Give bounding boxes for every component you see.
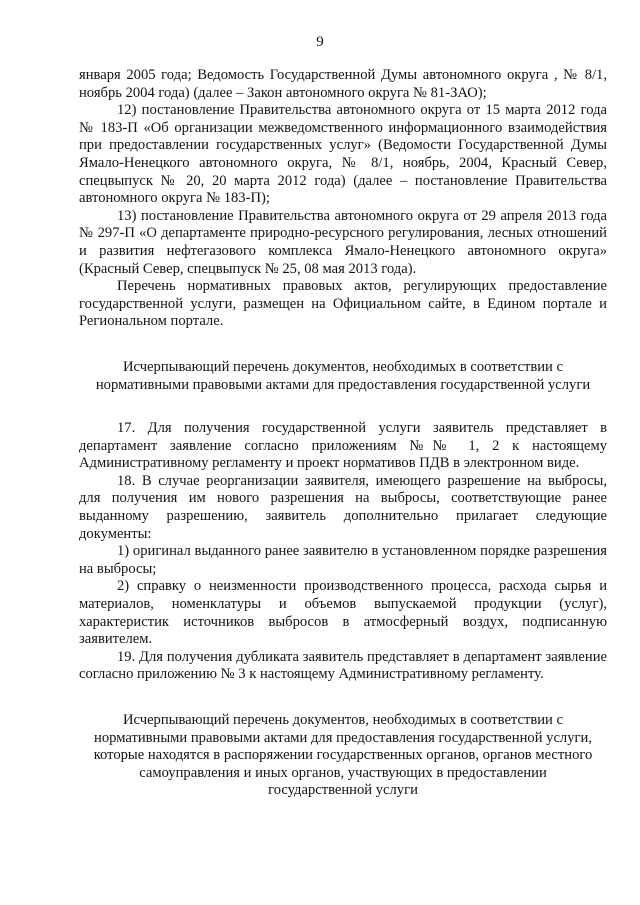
paragraph: 1) оригинал выданного ранее заявителю в установленном порядке разрешения на выбросы; xyxy=(79,543,607,577)
paragraph: 13) постановление Правительства автономного округа от 29 апреля 2013 года № 297-П «О департаменте природно-ресурсного регулирования, лесных отношений и развития нефтегазового комплекса Ямало-Ненецкого автономного округа» (Красный Север, спецвыпуск № 25, 08 мая 2013 года). xyxy=(79,207,607,277)
document-body xyxy=(79,67,607,800)
spacer xyxy=(79,331,607,359)
paragraph: 18. В случае реорганизации заявителя, имеющего разрешение на выбросы, для получения им нового разрешения на выбросы, соответствующие ранее выданному разрешению, заявитель дополнительно прилагает следующие документы: xyxy=(79,472,607,542)
paragraph: 12) постановление Правительства автономного округа от 15 марта 2012 года № 183-П «Об организации межведомственного информационного взаимодействия при предоставлении государственных услуг» (Ведомости Государственной Думы Ямало-Ненецкого автономного округа, № 8/1, ноябрь, 2004, Красный Север, спецвыпуск № 20, 20 марта 2012 года) (далее – постановление Правительства автономного округа № 183-П); xyxy=(79,102,607,207)
spacer xyxy=(79,394,607,420)
paragraphs-top xyxy=(79,67,607,331)
paragraph: 17. Для получения государственной услуги заявитель представляет в департамент заявление согласно приложениям №№ 1, 2 к настоящему Административному регламенту и проект нормативов ПДВ в электронном виде. xyxy=(79,420,607,472)
paragraph: 2) справку о неизменности производственного процесса, расхода сырья и материалов, номенклатуры и объемов выпускаемой продукции (услуг), характеристик источников выбросов в атмосферный воздух, подписанную заявителем. xyxy=(79,578,607,648)
paragraph: января 2005 года; Ведомость Государственной Думы автономного округа , № 8/1, ноябрь 2004 года) (далее – Закон автономного округа № 81-ЗАО); xyxy=(79,67,607,101)
section-heading: Исчерпывающий перечень документов, необходимых в соответствии с нормативными правовыми актами для предоставления государственной услуги, которые находятся в распоряжении государственных органов, органов местного самоуправления и иных органов, участвующих в предоставлении государственной услуги xyxy=(93,712,593,799)
paragraph: 19. Для получения дубликата заявитель представляет в департамент заявление согласно приложению № 3 к настоящему Административному регламенту. xyxy=(79,648,607,683)
paragraph: Перечень нормативных правовых актов, регулирующих предоставление государственной услуги, размещен на Официальном сайте, в Едином портале и Региональном портале. xyxy=(79,278,607,330)
spacer xyxy=(79,684,607,712)
section-heading: Исчерпывающий перечень документов, необходимых в соответствии с нормативными правовыми актами для предоставления государственной услуги xyxy=(95,358,591,393)
page-number: 9 xyxy=(316,34,324,50)
paragraphs-middle xyxy=(79,420,607,684)
